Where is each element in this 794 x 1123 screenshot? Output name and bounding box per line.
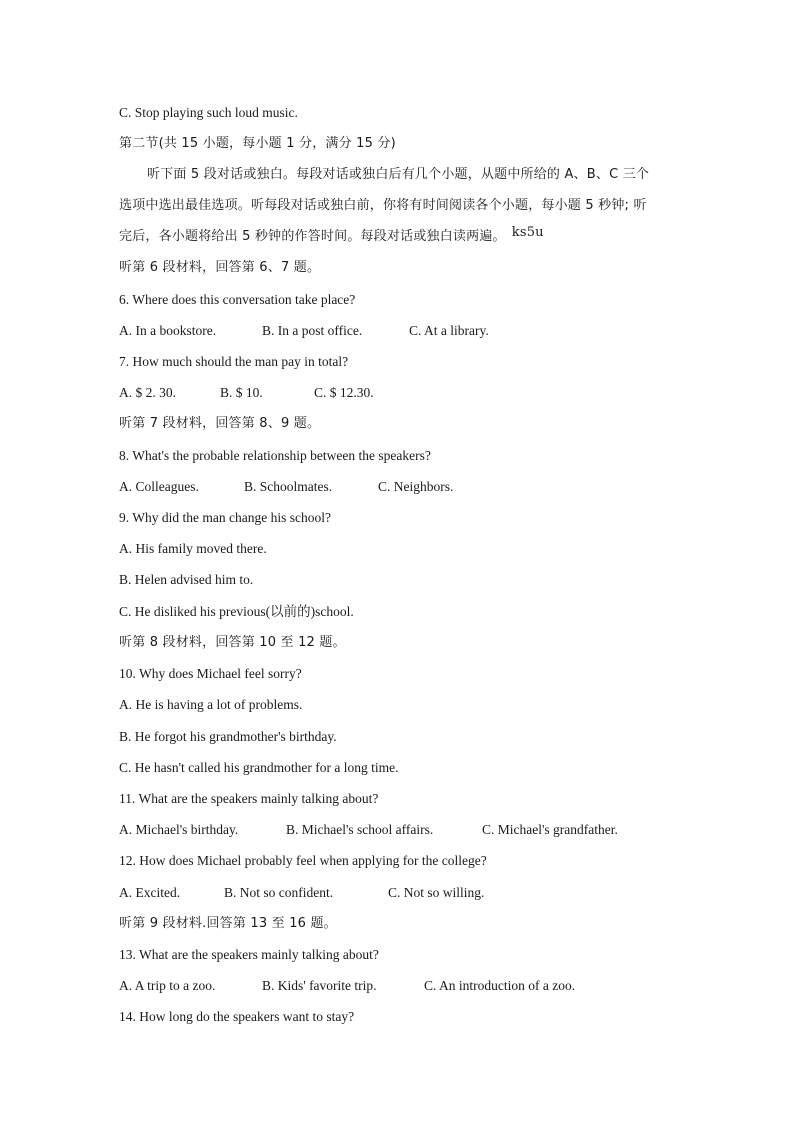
section-heading: 第二节(共 15 小题，每小题 1 分，满分 15 分) [119,136,396,151]
q12-option-c: C. Not so willing. [388,885,485,900]
q13-option-b: B. Kids' favorite trip. [262,978,377,993]
q11-option-a: A. Michael's birthday. [119,822,239,837]
q10-option-a: A. He is having a lot of problems. [119,697,303,712]
q11-option-b: B. Michael's school affairs. [286,822,434,837]
q12-option-b: B. Not so confident. [224,885,334,900]
q7-option-a: A. $ 2. 30. [119,385,176,400]
q13-option-c: C. An introduction of a zoo. [424,978,576,993]
question-6: 6. Where does this conversation take place? [119,292,356,307]
q13-option-a: A. A trip to a zoo. [119,978,216,993]
instructions-text: 完后，各小题将给出 5 秒钟的作答时间。每段对话或独白读两遍。 [119,229,506,244]
q9-option-c: C. He disliked his previous(以前的)school. [119,604,354,619]
q10-option-b: B. He forgot his grandmother's birthday. [119,729,337,744]
question-10: 10. Why does Michael feel sorry? [119,666,302,681]
material-6-heading: 听第 6 段材料，回答第 6、7 题。 [119,260,321,275]
question-13: 13. What are the speakers mainly talking about? [119,947,379,962]
q8-option-a: A. Colleagues. [119,479,199,494]
q6-option-b: B. In a post office. [262,323,363,338]
watermark-text: ks5u [511,225,544,240]
q9-option-b: B. Helen advised him to. [119,572,254,587]
q5-option-c: C. Stop playing such loud music. [119,105,298,120]
q6-option-c: C. At a library. [409,323,489,338]
question-14: 14. How long do the speakers want to stay? [119,1009,355,1024]
question-7: 7. How much should the man pay in total? [119,354,349,369]
q8-option-c: C. Neighbors. [378,479,454,494]
instructions-line-3 [119,225,544,246]
q10-option-c: C. He hasn't called his grandmother for a long time. [119,760,399,775]
q8-option-b: B. Schoolmates. [244,479,333,494]
q6-option-a: A. In a bookstore. [119,323,217,338]
question-9: 9. Why did the man change his school? [119,510,331,525]
question-12: 12. How does Michael probably feel when applying for the college? [119,853,487,868]
material-9-heading: 听第 9 段材料.回答第 13 至 16 题。 [119,916,337,931]
q7-option-b: B. $ 10. [220,385,263,400]
q9-option-a: A. His family moved there. [119,541,267,556]
instructions-line-1: 听下面 5 段对话或独白。每段对话或独白后有几个小题，从题中所给的 A、B、C 三个 [147,167,650,182]
question-11: 11. What are the speakers mainly talking about? [119,791,379,806]
material-7-heading: 听第 7 段材料，回答第 8、9 题。 [119,416,321,431]
question-8: 8. What's the probable relationship between the speakers? [119,448,431,463]
q11-option-c: C. Michael's grandfather. [482,822,618,837]
material-8-heading: 听第 8 段材料，回答第 10 至 12 题。 [119,635,346,650]
q12-option-a: A. Excited. [119,885,181,900]
instructions-line-2: 选项中选出最佳选项。听每段对话或独白前，你将有时间阅读各个小题，每小题 5 秒钟; 听 [119,198,647,213]
q7-option-c: C. $ 12.30. [314,385,374,400]
